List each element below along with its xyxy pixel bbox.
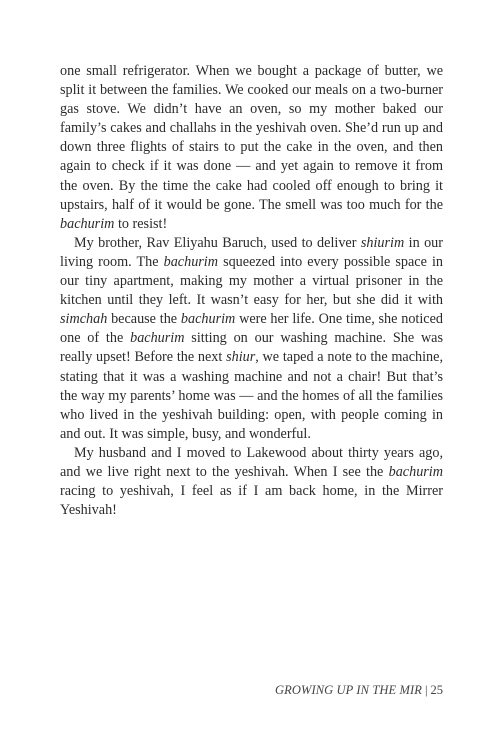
paragraph (60, 62, 443, 234)
text-run: My brother, Rav Eliyahu Baruch, used to deliver (74, 234, 361, 251)
running-head: GROWING UP IN THE MIR (274, 683, 422, 697)
italic-term: bachurim (388, 463, 443, 480)
text-run: racing to yeshivah, I feel as if I am back home, in the Mirrer Yeshivah! (60, 483, 443, 519)
italic-term: shiurim (360, 234, 405, 251)
text-run: to resist! (114, 215, 168, 232)
text-run: in our living room. The (60, 234, 444, 270)
paragraph (60, 444, 443, 520)
italic-term: shiur (226, 349, 256, 366)
page-footer (275, 683, 443, 698)
italic-term: bachurim (180, 311, 236, 328)
text-run: because the (107, 311, 181, 328)
italic-term: bachurim (60, 215, 115, 232)
text-run: , we taped a note to the machine, stating that it was a washing machine and not a chair! But that’s the way my parents’ home was — and the homes of all the families who lived in the yeshivah building: open, with people coming in and out. It was simple, busy, and wonderful. (60, 349, 443, 442)
text-run: one small refrigerator. When we bought a package of butter, we split it between the families. We cooked our meals on a two-burner gas stove. We didn’t have an oven, so my mother baked our family’s cakes and challahs in the yeshivah oven. She’d run up and down three flights of stairs to put the cake in the oven, and then again to check if it was done — and yet again to remove it from the oven. By the time the cake had cooled off enough to bring it upstairs, half of it would be gone. The smell was too much for the (60, 63, 443, 213)
text-run: My husband and I moved to Lakewood about thirty years ago, and we live right next to the yeshivah. When I see the (60, 444, 443, 480)
italic-term: simchah (60, 311, 108, 328)
paragraph (60, 234, 443, 444)
page-number: 25 (430, 683, 443, 697)
text-run: squeezed into every possible space in our tiny apartment, making my mother a virtual prisoner in the kitchen until they left. It wasn’t easy for her, but she did it with (60, 253, 443, 309)
italic-term: bachurim (163, 253, 218, 270)
text-run: sitting on our washing machine. She was really upset! Before the next (60, 330, 444, 366)
footer-separator: | (424, 683, 428, 697)
italic-term: bachurim (130, 330, 185, 347)
text-run: were her life. One time, she noticed one of the (60, 311, 443, 347)
page-body (60, 62, 443, 520)
